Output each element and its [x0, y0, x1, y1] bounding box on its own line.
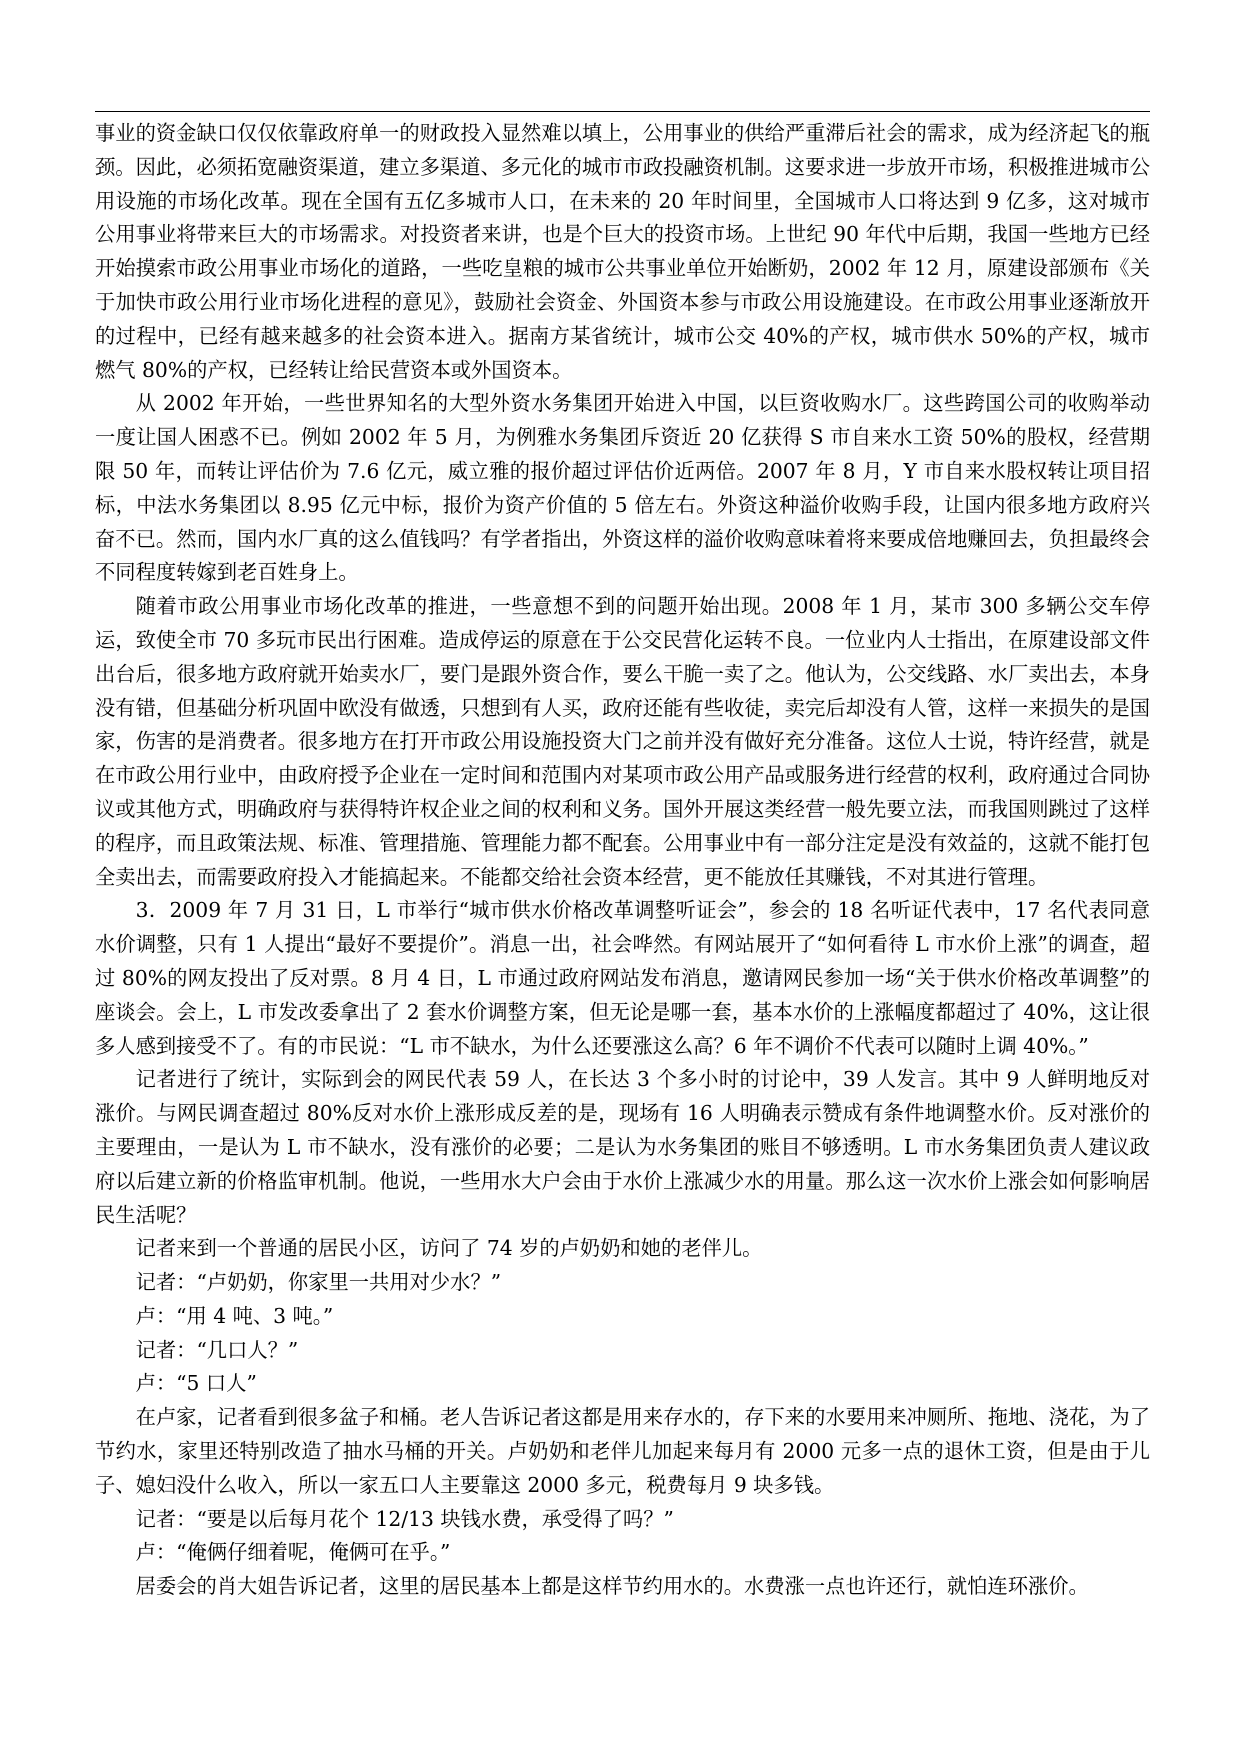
dialogue-line-2: 卢：“用 4 吨、3 吨。” [135, 1303, 334, 1328]
paragraph-6: 记者来到一个普通的居民小区，访问了 74 岁的卢奶奶和她的老伴儿。 [135, 1236, 763, 1261]
document-body [95, 117, 1150, 1604]
paragraph-8: 居委会的肖大姐告诉记者，这里的居民基本上都是这样节约用水的。水费涨一点也许还行，就怕连环涨价。 [135, 1574, 1089, 1599]
paragraph-5: 记者进行了统计，实际到会的网民代表 59 人，在长达 3 个多小时的讨论中，39 人发言。其中 9 人鲜明地反对涨价。与网民调查超过 80%反对水价上涨形成反差的是，现场有 16 人明确表示赞成有条件地调整水价。反对涨价的主要理由，一是认为 L 市不缺水，没有涨价的必要；二是认为水务集团的账目不够透明。L 市水务集团负责人建议政府以后建立新的价格监审机制。他说，一些用水大户会由于水价上涨减少水的用量。那么这一次水价上涨会如何影响居民生活呢？ [95, 1067, 1150, 1227]
dialogue-line-3: 记者：“几口人？” [135, 1337, 299, 1362]
header-rule [95, 111, 1150, 112]
paragraph-3: 随着市政公用事业市场化改革的推进，一些意想不到的问题开始出现。2008 年 1 月，某市 300 多辆公交车停运，致使全市 70 多玩市民出行困难。造成停运的原意在于公交民营化运转不良。一位业内人士指出，在原建设部文件出台后，很多地方政府就开始卖水厂，要门是跟外资合作，要么干脆一卖了之。他认为，公交线路、水厂卖出去，本身没有错，但基础分析巩固中欧没有做透，只想到有人买，政府还能有些收徒，卖完后却没有人管，这样一来损失的是国家，伤害的是消费者。很多地方在打开市政公用设施投资大门之前并没有做好充分准备。这位人士说，特许经营，就是在市政公用行业中，由政府授予企业在一定时间和范围内对某项市政公用产品或服务进行经营的权利，政府通过合同协议或其他方式，明确政府与获得特许权企业之间的权利和义务。国外开展这类经营一般先要立法，而我国则跳过了这样的程序，而且政策法规、标准、管理措施、管理能力都不配套。公用事业中有一部分注定是没有效益的，这就不能打包全卖出去，而需要政府投入才能搞起来。不能都交给社会资本经营，更不能放任其赚钱，不对其进行管理。 [95, 594, 1150, 889]
document-page [95, 0, 1150, 1754]
dialogue-line-6: 卢：“俺俩仔细着呢，俺俩可在乎。” [135, 1540, 451, 1565]
dialogue-line-5: 记者：“要是以后每月花个 12/13 块钱水费，承受得了吗？” [135, 1506, 674, 1531]
paragraph-2: 从 2002 年开始，一些世界知名的大型外资水务集团开始进入中国，以巨资收购水厂。这些跨国公司的收购举动一度让国人困惑不已。例如 2002 年 5 月，为例雅水务集团斥资近 20 亿获得 S 市自来水工资 50%的股权，经营期限 50 年，而转让评估价为 7.6 亿元，威立雅的报价超过评估价近两倍。2007 年 8 月，Y 市自来水股权转让项目招标，中法水务集团以 8.95 亿元中标，报价为资产价值的 5 倍左右。外资这种溢价收购手段，让国内很多地方政府兴奋不已。然而，国内水厂真的这么值钱吗？有学者指出，外资这样的溢价收购意味着将来要成倍地赚回去，负担最终会不同程度转嫁到老百姓身上。 [95, 391, 1150, 585]
dialogue-line-1: 记者：“卢奶奶，你家里一共用对少水？” [135, 1270, 502, 1295]
paragraph-1: 事业的资金缺口仅仅依靠政府单一的财政投入显然难以填上，公用事业的供给严重滞后社会的需求，成为经济起飞的瓶颈。因此，必须拓宽融资渠道，建立多渠道、多元化的城市市政投融资机制。这要求进一步放开市场，积极推进城市公用设施的市场化改革。现在全国有五亿多城市人口，在未来的 20 年时间里，全国城市人口将达到 9 亿多，这对城市公用事业将带来巨大的市场需求。对投资者来讲，也是个巨大的投资市场。上世纪 90 年代中后期，我国一些地方已经开始摸索市政公用事业市场化的道路，一些吃皇粮的城市公共事业单位开始断奶，2002 年 12 月，原建设部颁布《关于加快市政公用行业市场化进程的意见》，鼓励社会资金、外国资本参与市政公用设施建设。在市政公用事业逐渐放开的过程中，已经有越来越多的社会资本进入。据南方某省统计，城市公交 40%的产权，城市供水 50%的产权，城市燃气 80%的产权，已经转让给民营资本或外国资本。 [95, 121, 1150, 382]
dialogue-line-4: 卢：“5 口人” [135, 1371, 257, 1396]
paragraph-7: 在卢家，记者看到很多盆子和桶。老人告诉记者这都是用来存水的，存下来的水要用来冲厕所、拖地、浇花，为了节约水，家里还特别改造了抽水马桶的开关。卢奶奶和老伴儿加起来每月有 2000 元多一点的退休工资，但是由于儿子、媳妇没什么收入，所以一家五口人主要靠这 2000 多元，税费每月 9 块多钱。 [95, 1405, 1150, 1497]
paragraph-4: 3．2009 年 7 月 31 日，L 市举行“城市供水价格改革调整听证会”，参会的 18 名听证代表中，17 名代表同意水价调整，只有 1 人提出“最好不要提价”。消息一出，社会哗然。有网站展开了“如何看待 L 市水价上涨”的调查，超过 80%的网友投出了反对票。8 月 4 日，L 市通过政府网站发布消息，邀请网民参加一场“关于供水价格改革调整”的座谈会。会上，L 市发改委拿出了 2 套水价调整方案，但无论是哪一套，基本水价的上涨幅度都超过了 40%，这让很多人感到接受不了。有的市民说：“L 市不缺水，为什么还要涨这么高？6 年不调价不代表可以随时上调 40%。” [95, 898, 1150, 1058]
